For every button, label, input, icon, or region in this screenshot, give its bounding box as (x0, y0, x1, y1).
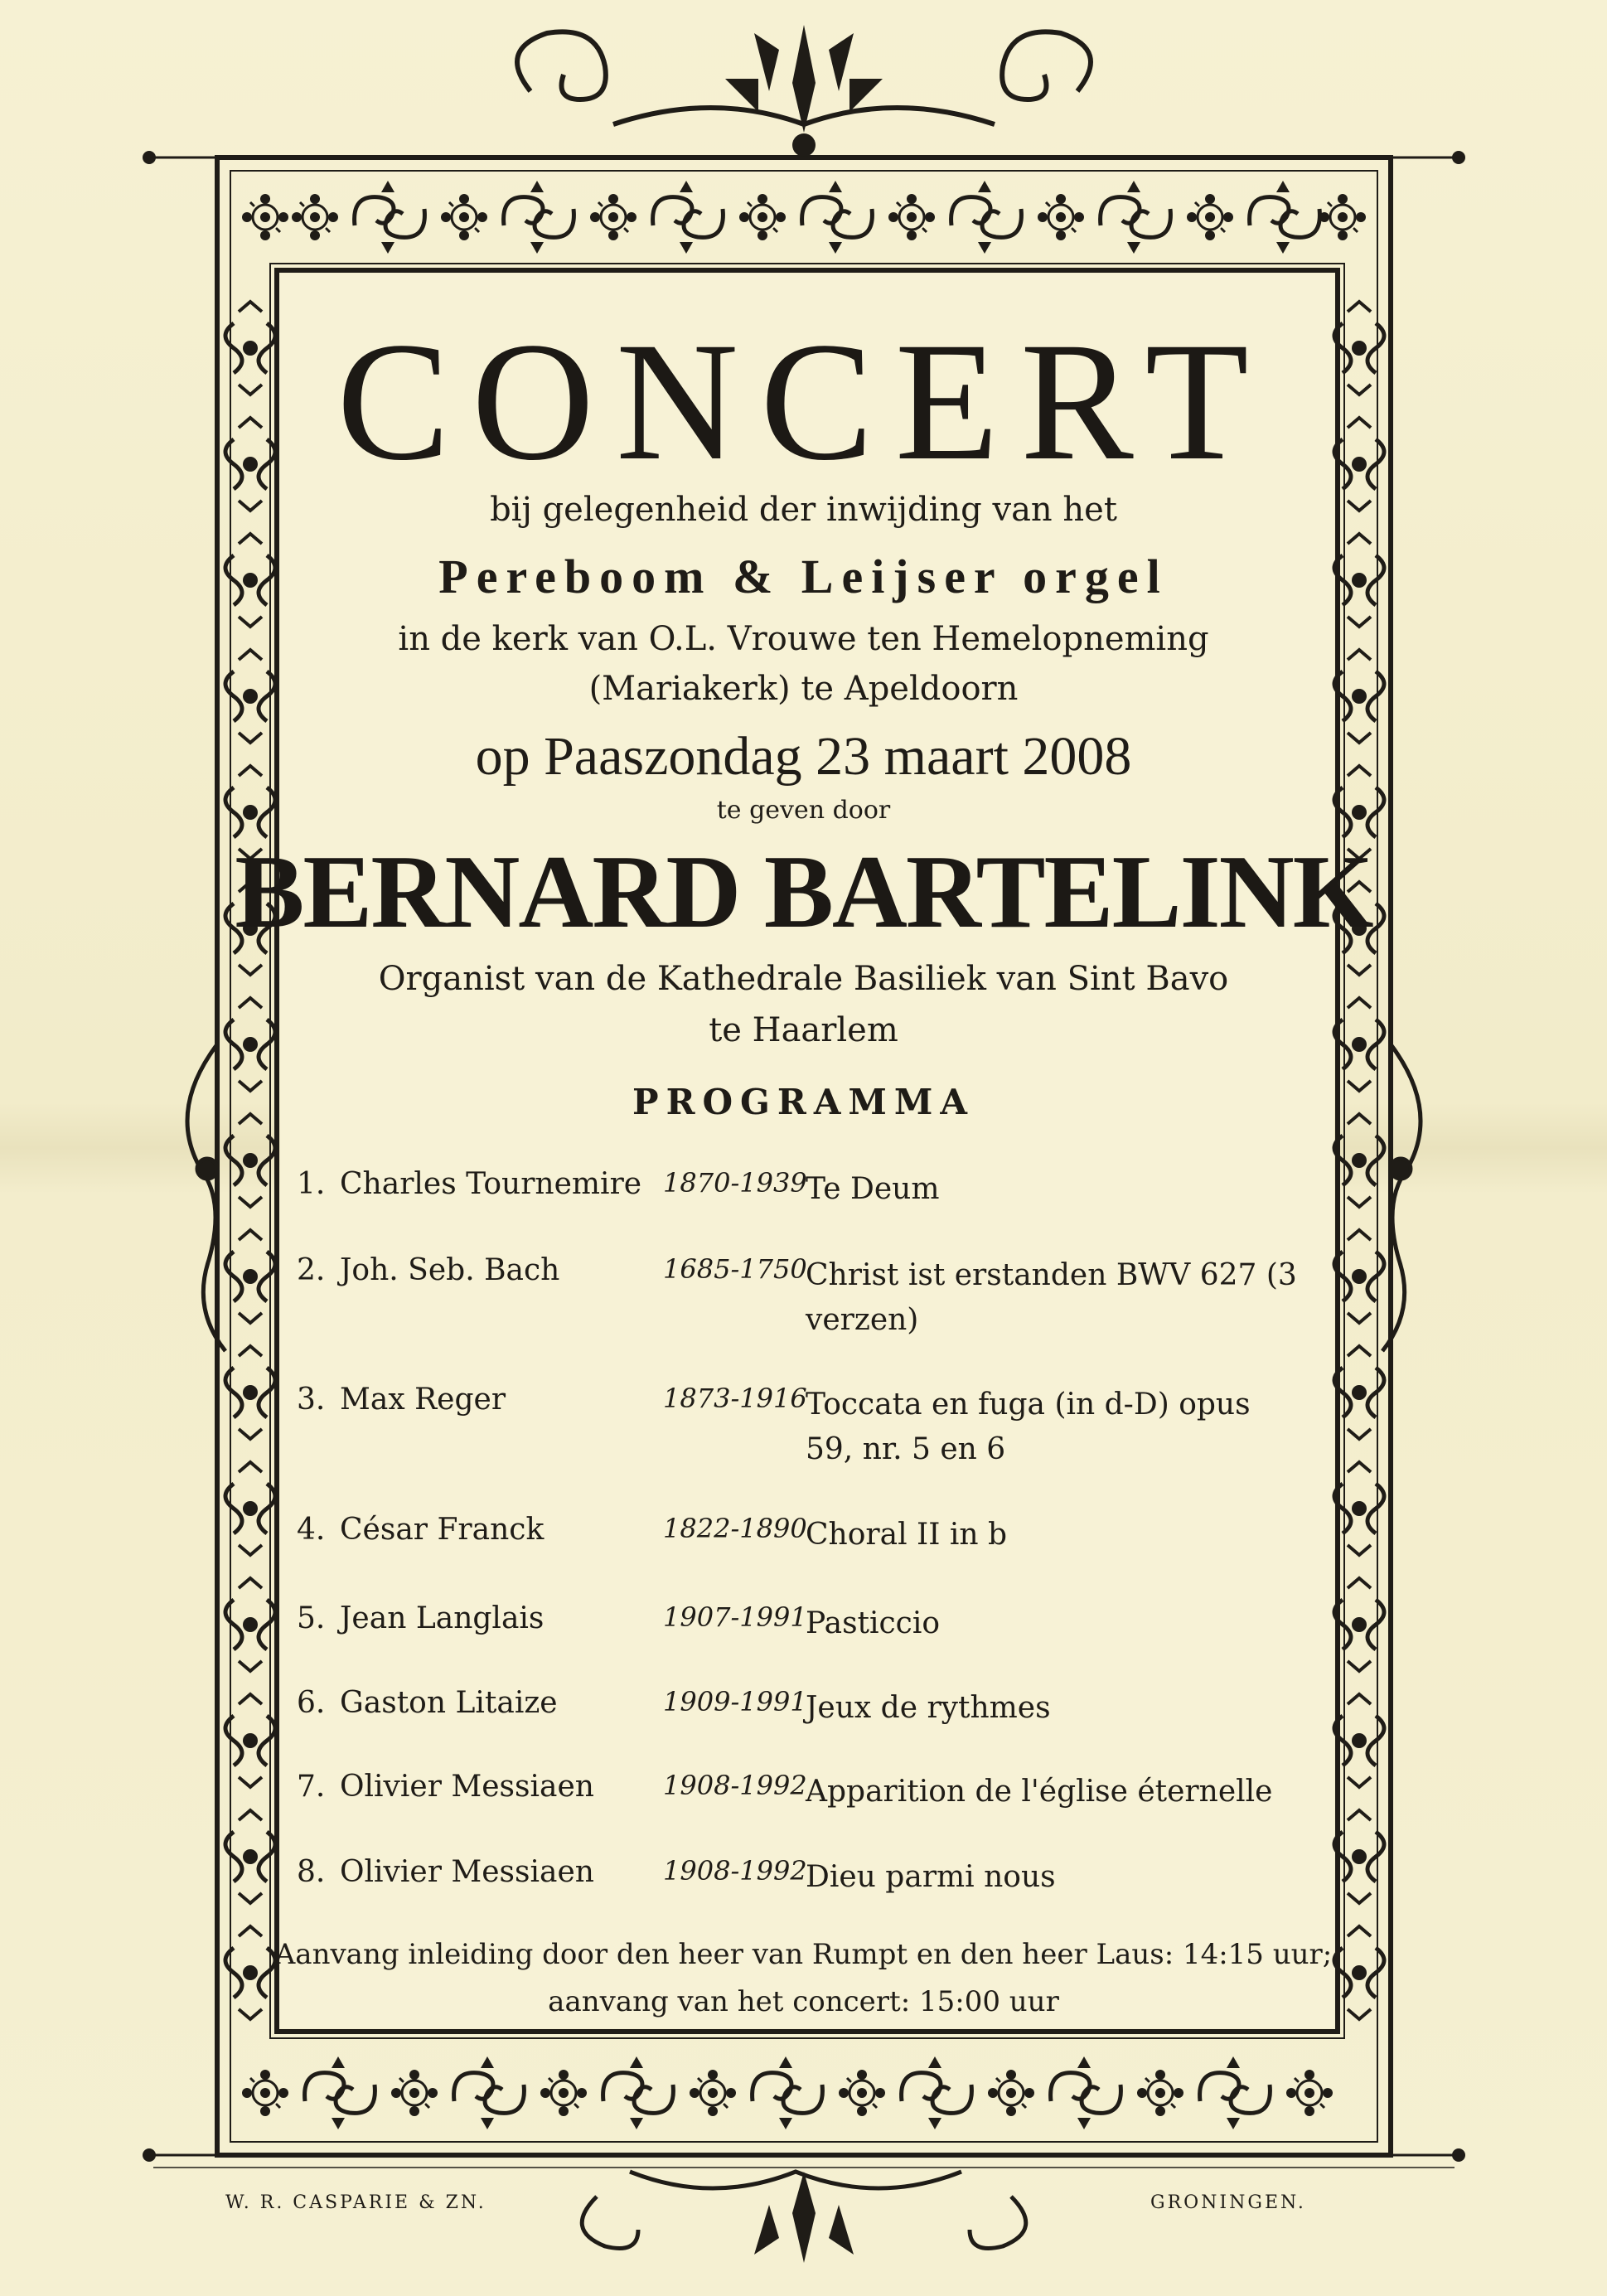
work-title: Dieu parmi nous (806, 1860, 1056, 1894)
composer-years: 1908-1992 (663, 1855, 807, 1887)
item-number: 3. (297, 1383, 326, 1417)
concert-date: op Paaszondag 23 maart 2008 (475, 726, 1132, 787)
location-line-1: in de kerk van O.L. Vrouwe ten Hemelopneming (398, 620, 1209, 658)
concert-title: CONCERT (336, 308, 1271, 496)
start-times-line-1: Aanvang inleiding door den heer van Rumpt en den heer Laus: 14:15 uur; (274, 1938, 1333, 1971)
composer-name: Gaston Litaize (340, 1686, 558, 1720)
composer-name: Joh. Seb. Bach (340, 1253, 560, 1287)
work-title: Choral II in b (806, 1518, 1008, 1552)
occasion-line: bij gelegenheid der inwijding van het (490, 491, 1117, 529)
composer-years: 1908-1992 (663, 1770, 807, 1801)
composer-years: 1870-1939 (663, 1167, 807, 1199)
composer-name: Olivier Messiaen (340, 1855, 594, 1889)
composer-name: Max Reger (340, 1383, 506, 1417)
performer-role-line-2: te Haarlem (709, 1011, 898, 1049)
start-times-line-2: aanvang van het concert: 15:00 uur (548, 1985, 1059, 2018)
item-number: 7. (297, 1770, 326, 1804)
work-title: Te Deum (806, 1172, 940, 1206)
work-title: Christ ist erstanden BWV 627 (3 verzen) (806, 1258, 1297, 1337)
composer-name: Charles Tournemire (340, 1167, 642, 1201)
item-number: 2. (297, 1253, 326, 1287)
item-number: 6. (297, 1686, 326, 1720)
composer-years: 1822-1890 (663, 1513, 807, 1544)
item-number: 5. (297, 1601, 326, 1635)
work-title: Pasticcio (806, 1606, 941, 1640)
work-title: Apparition de l'église éternelle (806, 1775, 1273, 1809)
item-number: 4. (297, 1513, 326, 1547)
work-title: Toccata en fuga (in d-D) opus 59, nr. 5 en 6 (806, 1388, 1251, 1466)
program-heading: PROGRAMMA (632, 1082, 975, 1122)
composer-name: Olivier Messiaen (340, 1770, 594, 1804)
performer-name: BERNARD BARTELINK (235, 835, 1372, 950)
location-line-2: (Mariakerk) te Apeldoorn (588, 670, 1019, 708)
performer-role-line-1: Organist van de Kathedrale Basiliek van Sint Bavo (378, 960, 1229, 998)
item-number: 1. (297, 1167, 326, 1201)
item-number: 8. (297, 1855, 326, 1889)
work-title: Jeux de rythmes (806, 1691, 1051, 1725)
printer-city: GRONINGEN. (1150, 2192, 1306, 2213)
composer-years: 1909-1991 (663, 1686, 807, 1717)
organ-name: Pereboom & Leijser orgel (438, 550, 1169, 603)
composer-years: 1907-1991 (663, 1601, 807, 1633)
composer-years: 1873-1916 (663, 1383, 807, 1414)
composer-years: 1685-1750 (663, 1253, 807, 1285)
composer-name: César Franck (340, 1513, 545, 1547)
given-by-line: te geven door (716, 796, 891, 825)
composer-name: Jean Langlais (340, 1601, 545, 1635)
printer-name: W. R. CASPARIE & ZN. (225, 2192, 486, 2213)
